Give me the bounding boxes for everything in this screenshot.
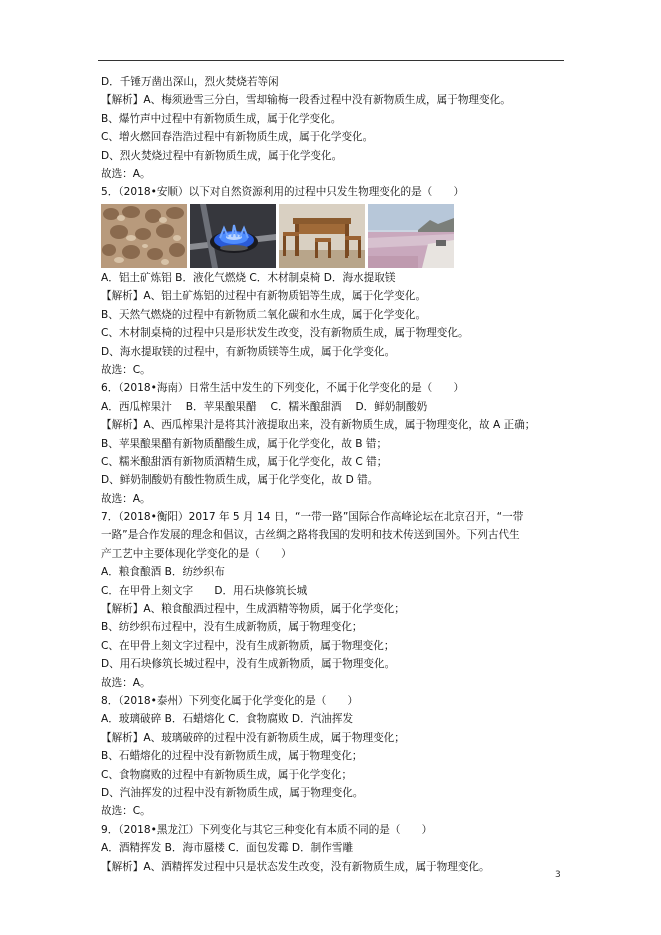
text-line: 【解析】A、西瓜榨果汁是将其汁液提取出来，没有新物质生成，属于物理变化，故 A 正确； xyxy=(101,419,536,432)
text-line: C、糯米酿甜酒有新物质酒精生成，属于化学变化，故 C 错； xyxy=(101,455,388,468)
text-line: 【解析】A、梅须逊雪三分白，雪却输梅一段香过程中没有新物质生成，属于物理变化。 xyxy=(101,94,511,107)
text-line: 5．（2018•安顺）以下对自然资源利用的过程中只发生物理变化的是（ ） xyxy=(101,186,465,199)
text-line: 6．（2018•海南）日常生活中发生的下列变化，不属于化学变化的是（ ） xyxy=(101,382,465,395)
text-line: D．千锤万凿出深山，烈火焚烧若等闲 xyxy=(101,76,279,88)
text-line: D、鲜奶制酸奶有酸性物质生成，属于化学变化，故 D 错。 xyxy=(101,474,379,487)
wooden-table-chairs-photo xyxy=(279,204,365,268)
text-line: 7．（2018•衡阳）2017 年 5 月 14 日，“一带一路”国际合作高峰论坛在北京召开，“一带 xyxy=(101,511,524,524)
text-line: 故选：C。 xyxy=(101,805,151,818)
text-line: 9．（2018•黑龙江）下列变化与其它三种变化有本质不同的是（ ） xyxy=(101,823,433,836)
text-line: D、海水提取镁的过程中，有新物质镁等生成，属于化学变化。 xyxy=(101,345,396,358)
text-line: C、食物腐败的过程中有新物质生成，属于化学变化； xyxy=(101,768,353,781)
text-line: 故选：A。 xyxy=(101,676,151,689)
text-line: 故选：A。 xyxy=(101,492,151,505)
text-line: 8．（2018•泰州）下列变化属于化学变化的是（ ） xyxy=(101,694,359,707)
text-line: 【解析】A、玻璃破碎的过程中没有新物质生成，属于物理变化； xyxy=(101,731,405,744)
text-line: B、石蜡熔化的过程中没有新物质生成，属于物理变化； xyxy=(101,750,363,763)
text-block-bottom xyxy=(101,269,569,876)
text-line: D、用石块修筑长城过程中，没有生成新物质，属于物理变化。 xyxy=(101,658,396,671)
text-line: 【解析】A、铝土矿炼铝的过程中有新物质铝等生成，属于化学变化。 xyxy=(101,290,427,303)
text-line: 【解析】A、粮食酿酒过程中，生成酒精等物质，属于化学变化； xyxy=(101,603,405,616)
text-line: A．酒精挥发 B．海市蜃楼 C．面包发霉 D．制作雪雕 xyxy=(101,842,354,855)
page-number: 3 xyxy=(555,870,561,880)
sea-salt-pond-photo xyxy=(368,204,454,268)
text-line: A．西瓜榨果汁 B．苹果酿果醋 C．糯米酿甜酒 D．鲜奶制酸奶 xyxy=(101,400,428,413)
bauxite-ore-photo xyxy=(101,204,187,268)
text-line: 故选：C。 xyxy=(101,363,151,376)
text-line: 产工艺中主要体现化学变化的是（ ） xyxy=(101,547,292,560)
text-line: 【解析】A、酒精挥发过程中只是状态发生改变，没有新物质生成，属于物理变化。 xyxy=(101,860,490,873)
gas-flame-photo xyxy=(190,204,276,268)
text-line: B、苹果酿果醋有新物质醋酸生成，属于化学变化，故 B 错； xyxy=(101,437,388,450)
text-line: D、汽油挥发的过程中没有新物质生成，属于物理变化。 xyxy=(101,786,364,799)
text-line: C、在甲骨上刻文字过程中，没有生成新物质，属于物理变化； xyxy=(101,639,395,652)
text-line: A．玻璃破碎 B．石蜡熔化 C．食物腐败 D．汽油挥发 xyxy=(101,713,354,726)
text-line: B、爆竹声中过程中有新物质生成，属于化学变化。 xyxy=(101,112,342,125)
text-line: C、增火燃回春浩浩过程中有新物质生成，属于化学变化。 xyxy=(101,131,374,144)
text-line: C．在甲骨上刻文字 D．用石块修筑长城 xyxy=(101,584,308,597)
text-block-top xyxy=(101,73,569,202)
text-line: A．铝土矿炼铝 B．液化气燃烧 C．木材制桌椅 D．海水提取镁 xyxy=(101,272,396,284)
text-line: C、木材制桌椅的过程中只是形状发生改变，没有新物质生成，属于物理变化。 xyxy=(101,327,469,340)
question-5-photos xyxy=(101,204,453,268)
text-line: B、天然气燃烧的过程中有新物质二氧化碳和水生成，属于化学变化。 xyxy=(101,308,427,321)
text-line: D、烈火焚烧过程中有新物质生成，属于化学变化。 xyxy=(101,149,343,162)
text-line: 故选：A。 xyxy=(101,167,151,180)
header-rule xyxy=(98,60,564,61)
text-line: A．粮食酿酒 B．纺纱织布 xyxy=(101,566,225,579)
text-line: 一路”是合作发展的理念和倡议，古丝绸之路将我国的发明和技术传送到国外。下列古代生 xyxy=(101,529,520,542)
text-line: B、纺纱织布过程中，没有生成新物质，属于物理变化； xyxy=(101,621,363,634)
